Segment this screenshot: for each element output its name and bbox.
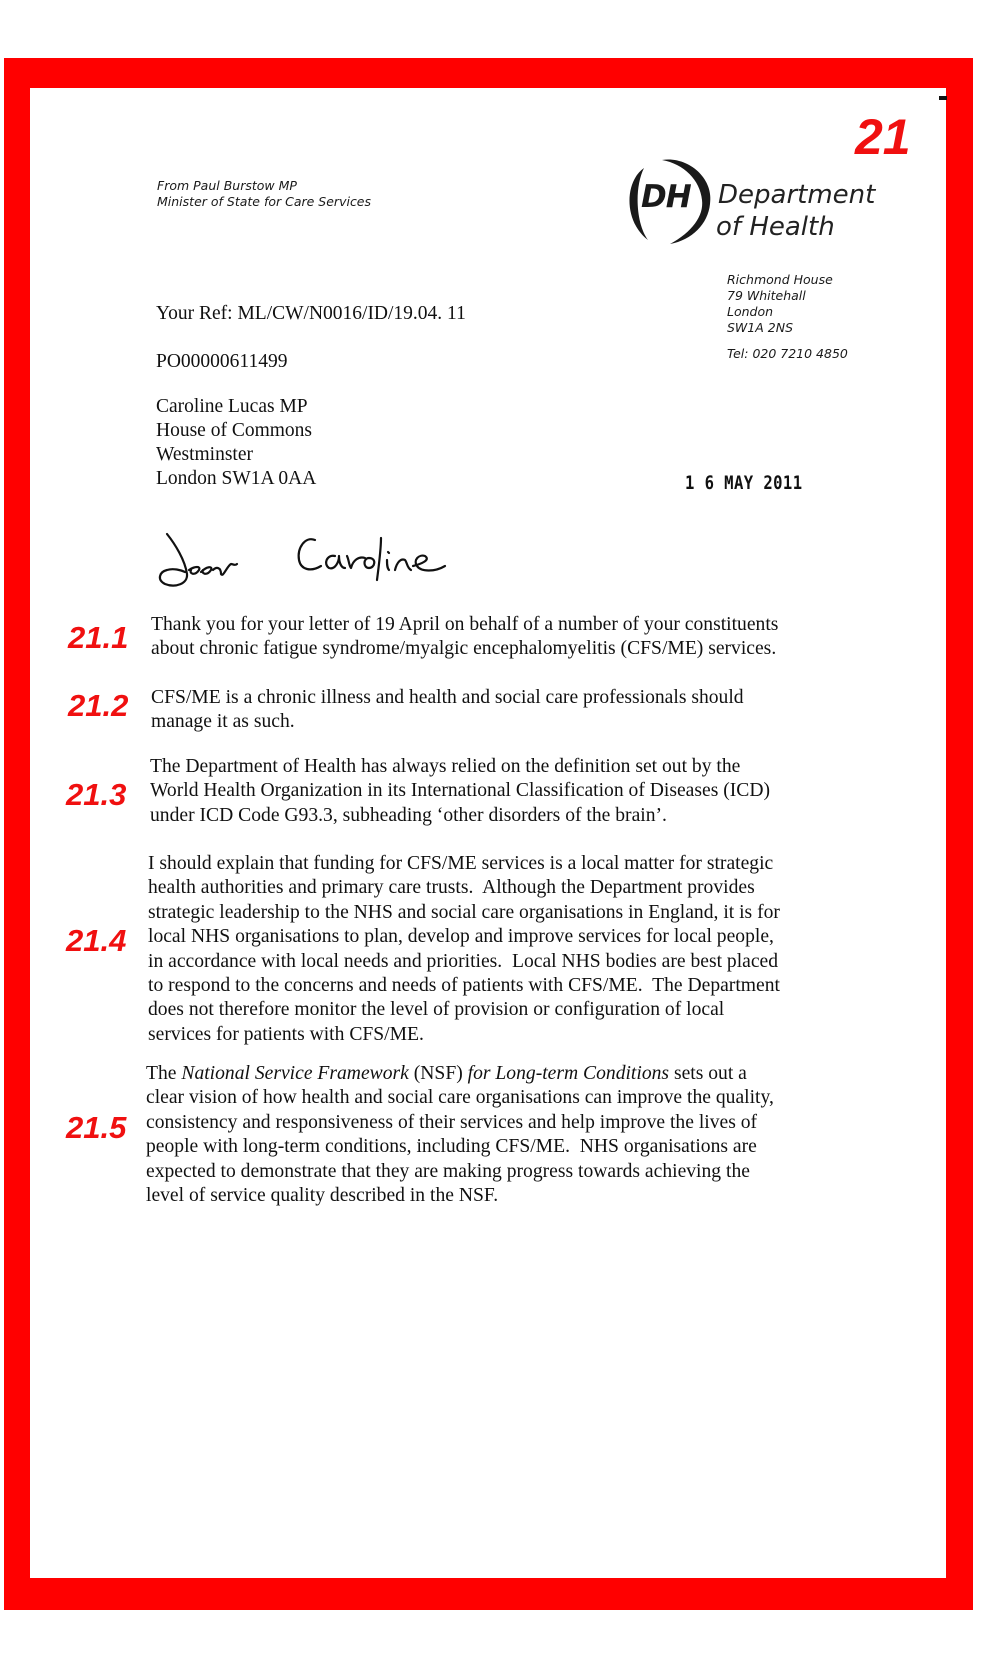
handwritten-salutation bbox=[155, 530, 450, 592]
paragraph-first-line bbox=[146, 1062, 774, 1086]
dh-logo-name-line2: of Health bbox=[716, 212, 835, 242]
date-stamp: 1 6 MAY 2011 bbox=[685, 472, 803, 494]
recipient-address bbox=[156, 395, 316, 491]
paragraph-21-5 bbox=[146, 1062, 774, 1208]
paragraph-21-2 bbox=[151, 686, 744, 735]
page-number-marker: 21 bbox=[855, 109, 911, 165]
paragraph-line: under ICD Code G93.3, subheading ‘other disorders of the brain’. bbox=[150, 804, 667, 826]
paragraph-21-3 bbox=[150, 755, 770, 828]
address-line: 79 Whitehall bbox=[727, 288, 806, 303]
paragraph-marker: 21.2 bbox=[68, 688, 129, 723]
recipient-line: House of Commons bbox=[156, 420, 312, 441]
your-reference: Your Ref: ML/CW/N0016/ID/19.04. 11 bbox=[156, 303, 466, 324]
address-line: London bbox=[727, 304, 774, 319]
nsf-title: National Service Framework bbox=[181, 1063, 409, 1084]
paragraph-21-1 bbox=[151, 613, 778, 662]
paragraph-line: expected to demonstrate that they are making progress towards achieving the bbox=[146, 1160, 750, 1182]
dh-logo bbox=[622, 154, 922, 250]
sender-block bbox=[157, 178, 371, 210]
paragraph-line: level of service quality described in the NSF. bbox=[146, 1185, 499, 1207]
address-line: Richmond House bbox=[727, 272, 833, 287]
paragraph-line: The Department of Health has always relied on the definition set out by the bbox=[150, 756, 741, 777]
paragraph-line: services for patients with CFS/ME. bbox=[148, 1023, 424, 1045]
paragraph-line: CFS/ME is a chronic illness and health and social care professionals should bbox=[151, 687, 744, 708]
dh-logo-name-line1: Department bbox=[718, 180, 876, 210]
paragraph-line: Thank you for your letter of 19 April on behalf of a number of your constituents bbox=[151, 614, 779, 635]
paragraph-line: local NHS organisations to plan, develop and improve services for local people, bbox=[148, 926, 774, 948]
paragraph-21-4 bbox=[148, 852, 780, 1047]
paragraph-line: strategic leadership to the NHS and social care organisations in England, it is for bbox=[148, 901, 780, 923]
paragraph-line: consistency and responsiveness of their services and help improve the lives of bbox=[146, 1111, 758, 1133]
paragraph-marker: 21.3 bbox=[66, 777, 127, 812]
paragraph-line: World Health Organization in its International Classification of Diseases (ICD) bbox=[150, 780, 771, 802]
paragraph-line: clear vision of how health and social care organisations can improve the quality, bbox=[146, 1087, 774, 1109]
sender-name: From Paul Burstow MP bbox=[157, 178, 297, 193]
paragraph-line: does not therefore monitor the level of provision or configuration of local bbox=[148, 999, 725, 1021]
text: The bbox=[146, 1063, 182, 1084]
paragraph-line: people with long-term conditions, including CFS/ME. NHS organisations are bbox=[146, 1136, 757, 1158]
paragraph-line: about chronic fatigue syndrome/myalgic encephalomyelitis (CFS/ME) services. bbox=[151, 638, 777, 660]
recipient-line: Westminster bbox=[156, 444, 253, 465]
paragraph-line: health authorities and primary care trusts. Although the Department provides bbox=[148, 877, 755, 899]
sender-title: Minister of State for Care Services bbox=[157, 194, 372, 209]
po-number: PO00000611499 bbox=[156, 351, 288, 372]
scan-speck bbox=[939, 96, 947, 100]
recipient-line: London SW1A 0AA bbox=[156, 468, 317, 489]
paragraph-line: I should explain that funding for CFS/ME services is a local matter for strategic bbox=[148, 853, 774, 874]
paragraph-marker: 21.5 bbox=[66, 1110, 127, 1145]
paragraph-line: in accordance with local needs and priorities. Local NHS bodies are best placed bbox=[148, 950, 779, 972]
department-telephone: Tel: 020 7210 4850 bbox=[727, 346, 848, 361]
handwriting-dear-caroline bbox=[155, 530, 450, 592]
text: (NSF) bbox=[408, 1063, 468, 1084]
paragraph-line: to respond to the concerns and needs of patients with CFS/ME. The Department bbox=[148, 975, 780, 997]
paragraph-line: manage it as such. bbox=[151, 711, 295, 733]
paragraph-marker: 21.4 bbox=[66, 923, 127, 958]
paragraph-marker: 21.1 bbox=[68, 620, 129, 655]
department-address bbox=[727, 272, 833, 336]
dh-logo-initials: DH bbox=[641, 179, 691, 215]
text: sets out a bbox=[669, 1063, 747, 1084]
nsf-subtitle: for Long-term Conditions bbox=[467, 1063, 670, 1084]
address-line: SW1A 2NS bbox=[727, 320, 794, 335]
recipient-line: Caroline Lucas MP bbox=[156, 396, 308, 417]
